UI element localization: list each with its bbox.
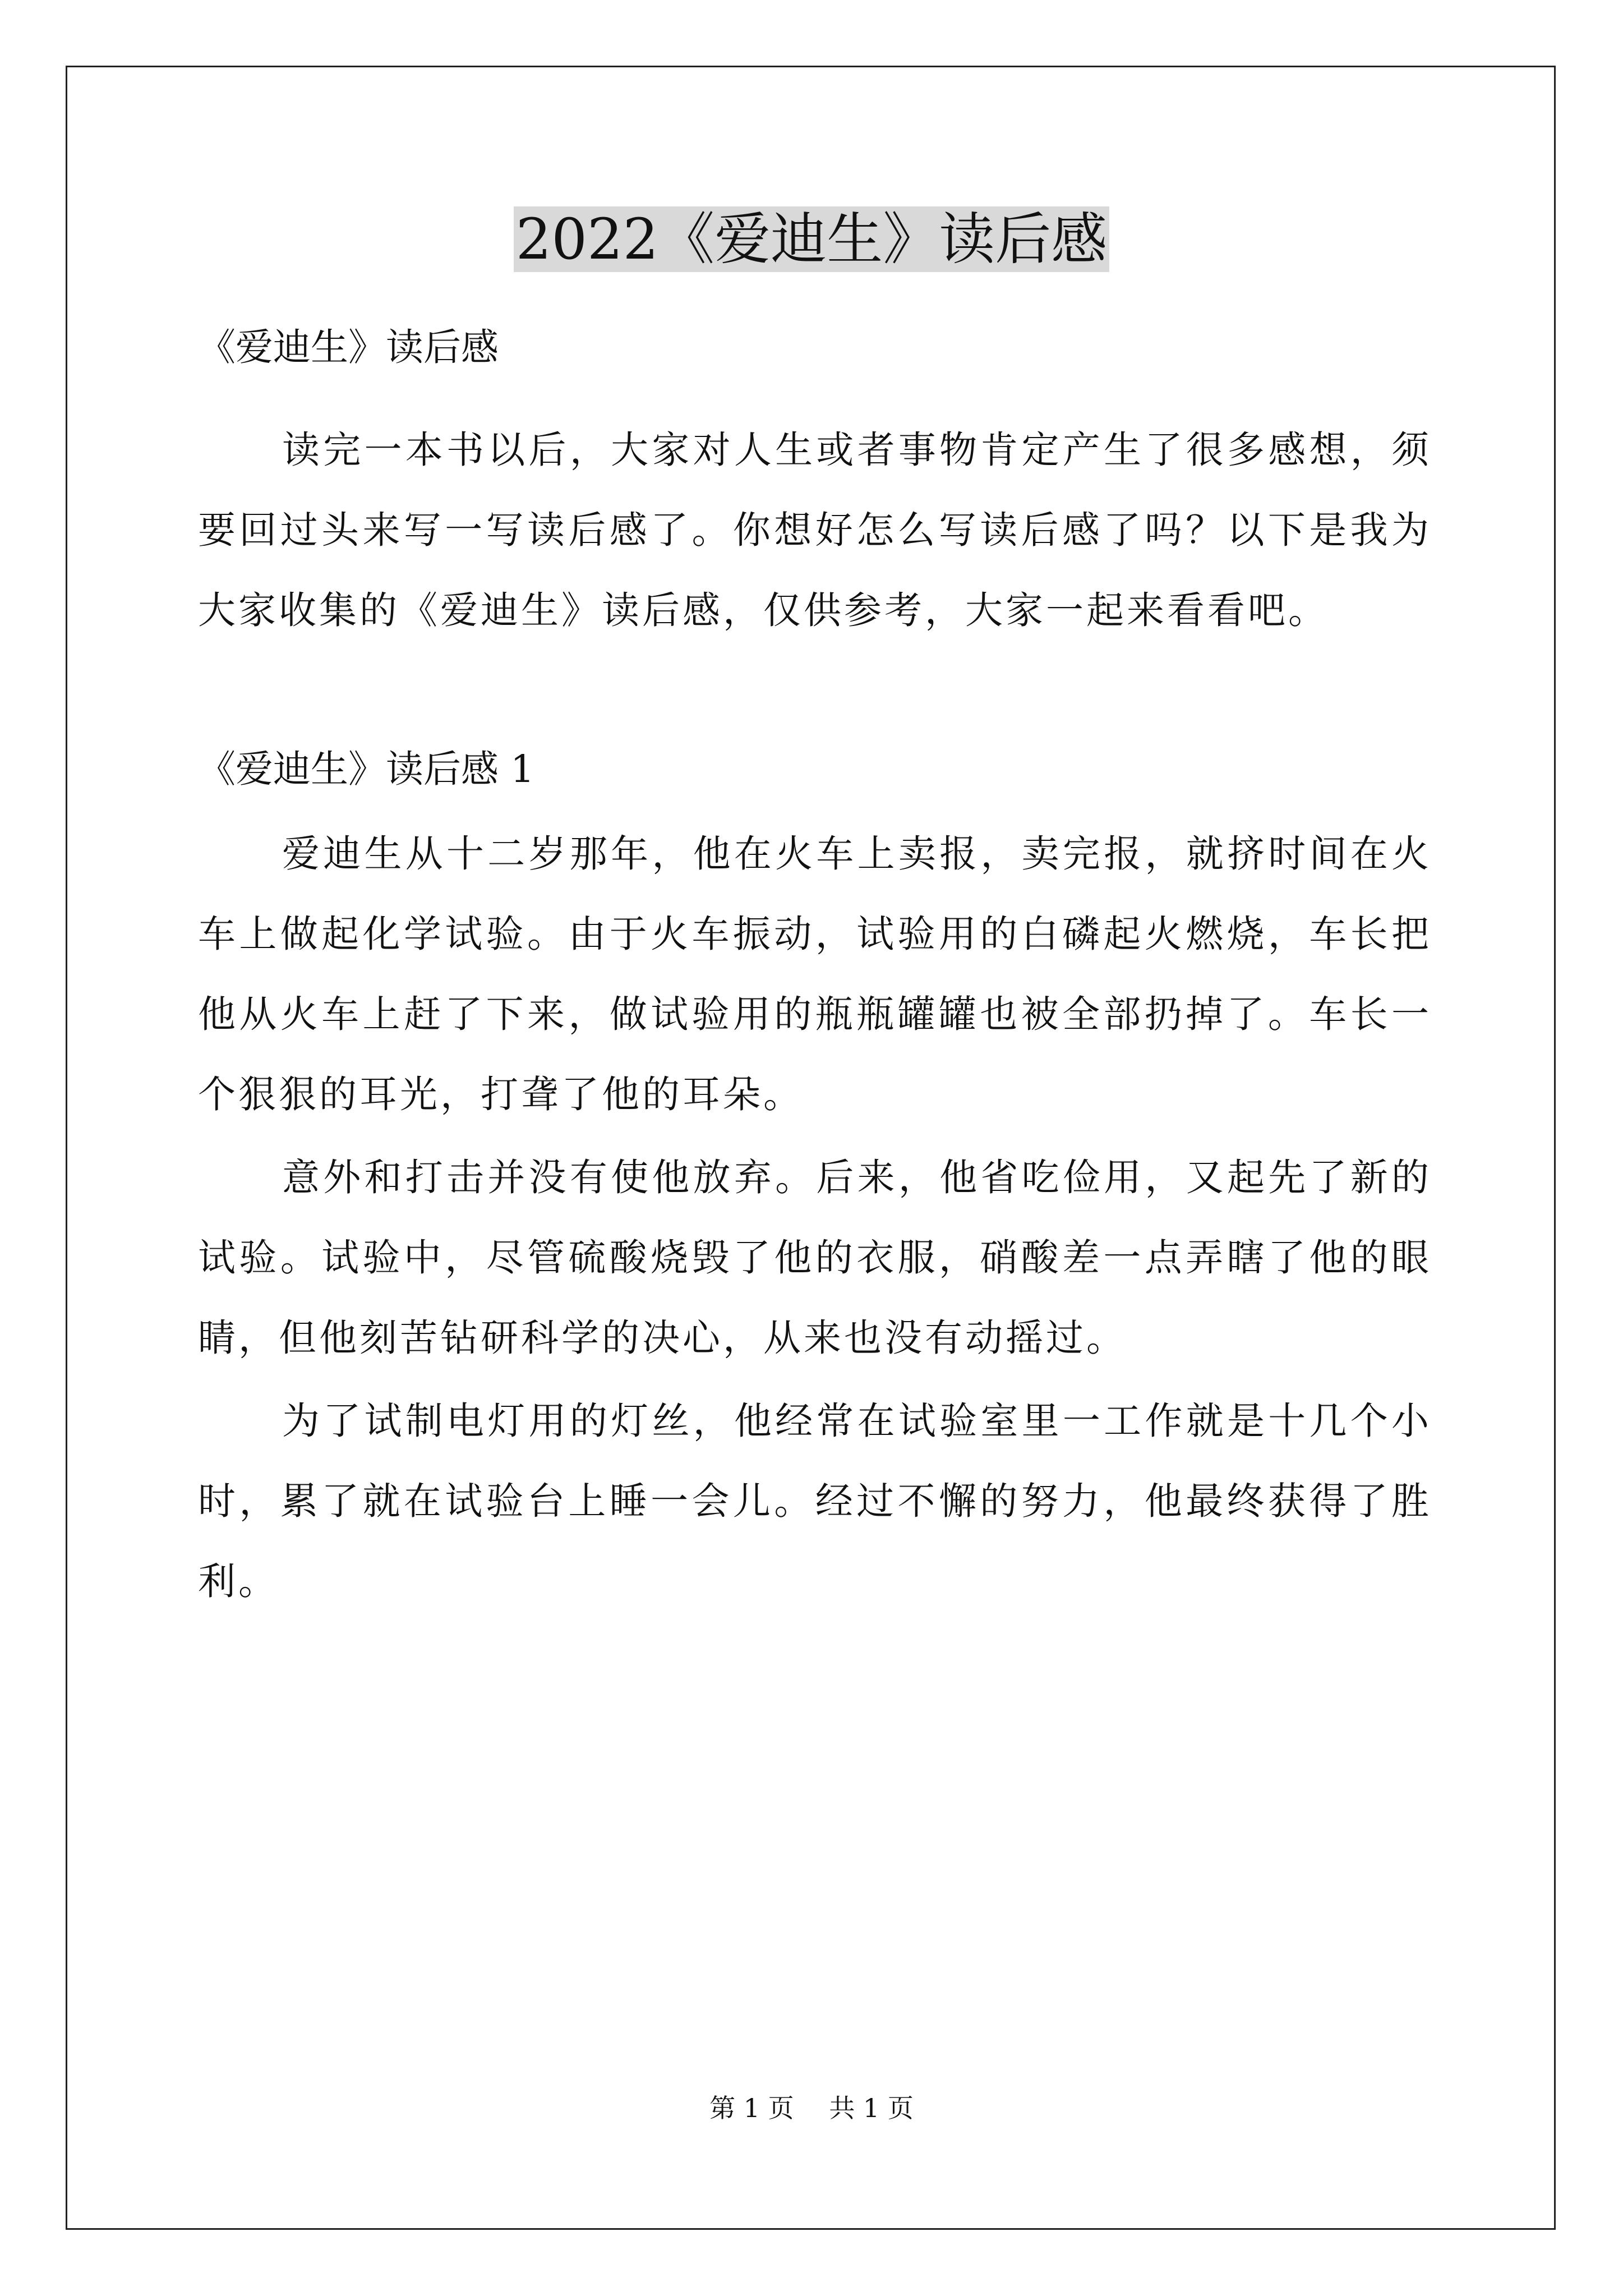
document-title-text: 2022《爱迪生》读后感 [514, 206, 1110, 272]
section-heading: 《爱迪生》读后感 1 [198, 747, 534, 791]
body-paragraph: 爱迪生从十二岁那年，他在火车上卖报，卖完报，就挤时间在火车上做起化学试验。由于火车振动，试验用的白磷起火燃烧，车长把他从火车上赶了下来，做试验用的瓶瓶罐罐也被全部扔掉了。车长一个狠狠的耳光，打聋了他的耳朵。 [198, 832, 1432, 1116]
page-total: 共 1 页 [829, 2093, 914, 2123]
document-body [198, 307, 1432, 1622]
document-title [0, 197, 1623, 282]
body-paragraph: 意外和打击并没有使他放弃。后来，他省吃俭用，又起先了新的试验。试验中，尽管硫酸烧毁了他的衣服，硝酸差一点弄瞎了他的眼睛，但他刻苦钻研科学的决心，从来也没有动摇过。 [198, 1156, 1432, 1360]
intro-paragraph: 读完一本书以后，大家对人生或者事物肯定产生了很多感想，须要回过头来写一写读后感了。你想好怎么写读后感了吗？以下是我为大家收集的《爱迪生》读后感，仅供参考，大家一起来看看吧。 [198, 428, 1432, 632]
section-spacer [198, 651, 1432, 729]
body-paragraph: 为了试制电灯用的灯丝，他经常在试验室里一工作就是十几个小时，累了就在试验台上睡一会儿。经过不懈的努力，他最终获得了胜利。 [198, 1399, 1432, 1603]
subtitle: 《爱迪生》读后感 [198, 325, 499, 369]
page-number: 第 1 页 [709, 2093, 794, 2123]
page-footer [0, 2091, 1623, 2125]
